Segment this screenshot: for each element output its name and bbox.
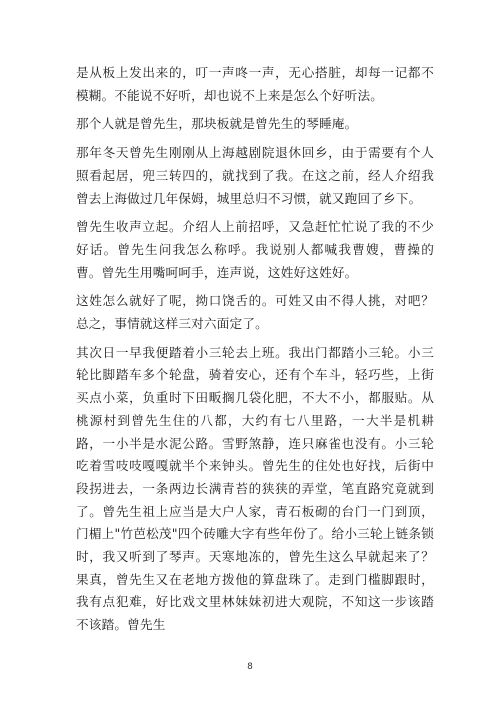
paragraph: 是从板上发出来的，叮一声咚一声，无心搭脏，却每一记都不模糊。不能说不好听，却也说不上来是怎么个好听法。 [76, 65, 434, 103]
paragraph: 其次日一早我便踏着小三轮去上班。我出门都踏小三轮。小三轮比脚踏车多个轮盘，骑着安心，还有个车斗，轻巧些，上街买点小菜，负重时下田畈搁几袋化肥，不大不小，都服贴。从桃源村到曾先生住的八都，大约有七八里路，一大半是机耕路，一小半是水泥公路。雪野煞静，连只麻雀也没有。小三轮吃着雪吱吱嘎嘎就半个来钟头。曾先生的住处也好找，后街中段拐进去，一条两边长满青苔的狭狭的弄堂，笔直路究竟就到了。曾先生祖上应当是大户人家，青石板砌的台门一门到顶，门楣上"竹芭松茂"四个砖雕大字有些年份了。给小三轮上链条锁时，我又听到了琴声。天寒地冻的，曾先生这么早就起来了？果真，曾先生又在老地方拨他的算盘珠了。走到门槛脚跟时，我有点犯难，好比戏文里林妹妹初进大观院，不知这一步该踏不该踏。曾先生 [76, 344, 434, 633]
body-text [76, 62, 434, 643]
paragraph: 那年冬天曾先生刚刚从上海越剧院退休回乡，由于需要有个人照看起居，兜三转四的，就找到了我。在这之前，经人介绍我曾去上海做过几年保姆，城里总归不习惯，就又跑回了乡下。 [76, 145, 434, 206]
paragraph: 曾先生收声立起。介绍人上前招呼，又急赶忙忙说了我的不少好话。曾先生问我怎么称呼。我说别人都喊我曹嫂，曹操的曹。曾先生用嘴呵呵手，连声说，这姓好这姓好。 [76, 219, 434, 280]
paragraph: 这姓怎么就好了呢，拗口饶舌的。可姓又由不得人挑，对吧？总之，事情就这样三对六面定了。 [76, 293, 434, 332]
paragraph: 那个人就是曾先生，那块板就是曾先生的琴睡庵。 [76, 116, 358, 132]
page-number: 8 [247, 662, 253, 672]
